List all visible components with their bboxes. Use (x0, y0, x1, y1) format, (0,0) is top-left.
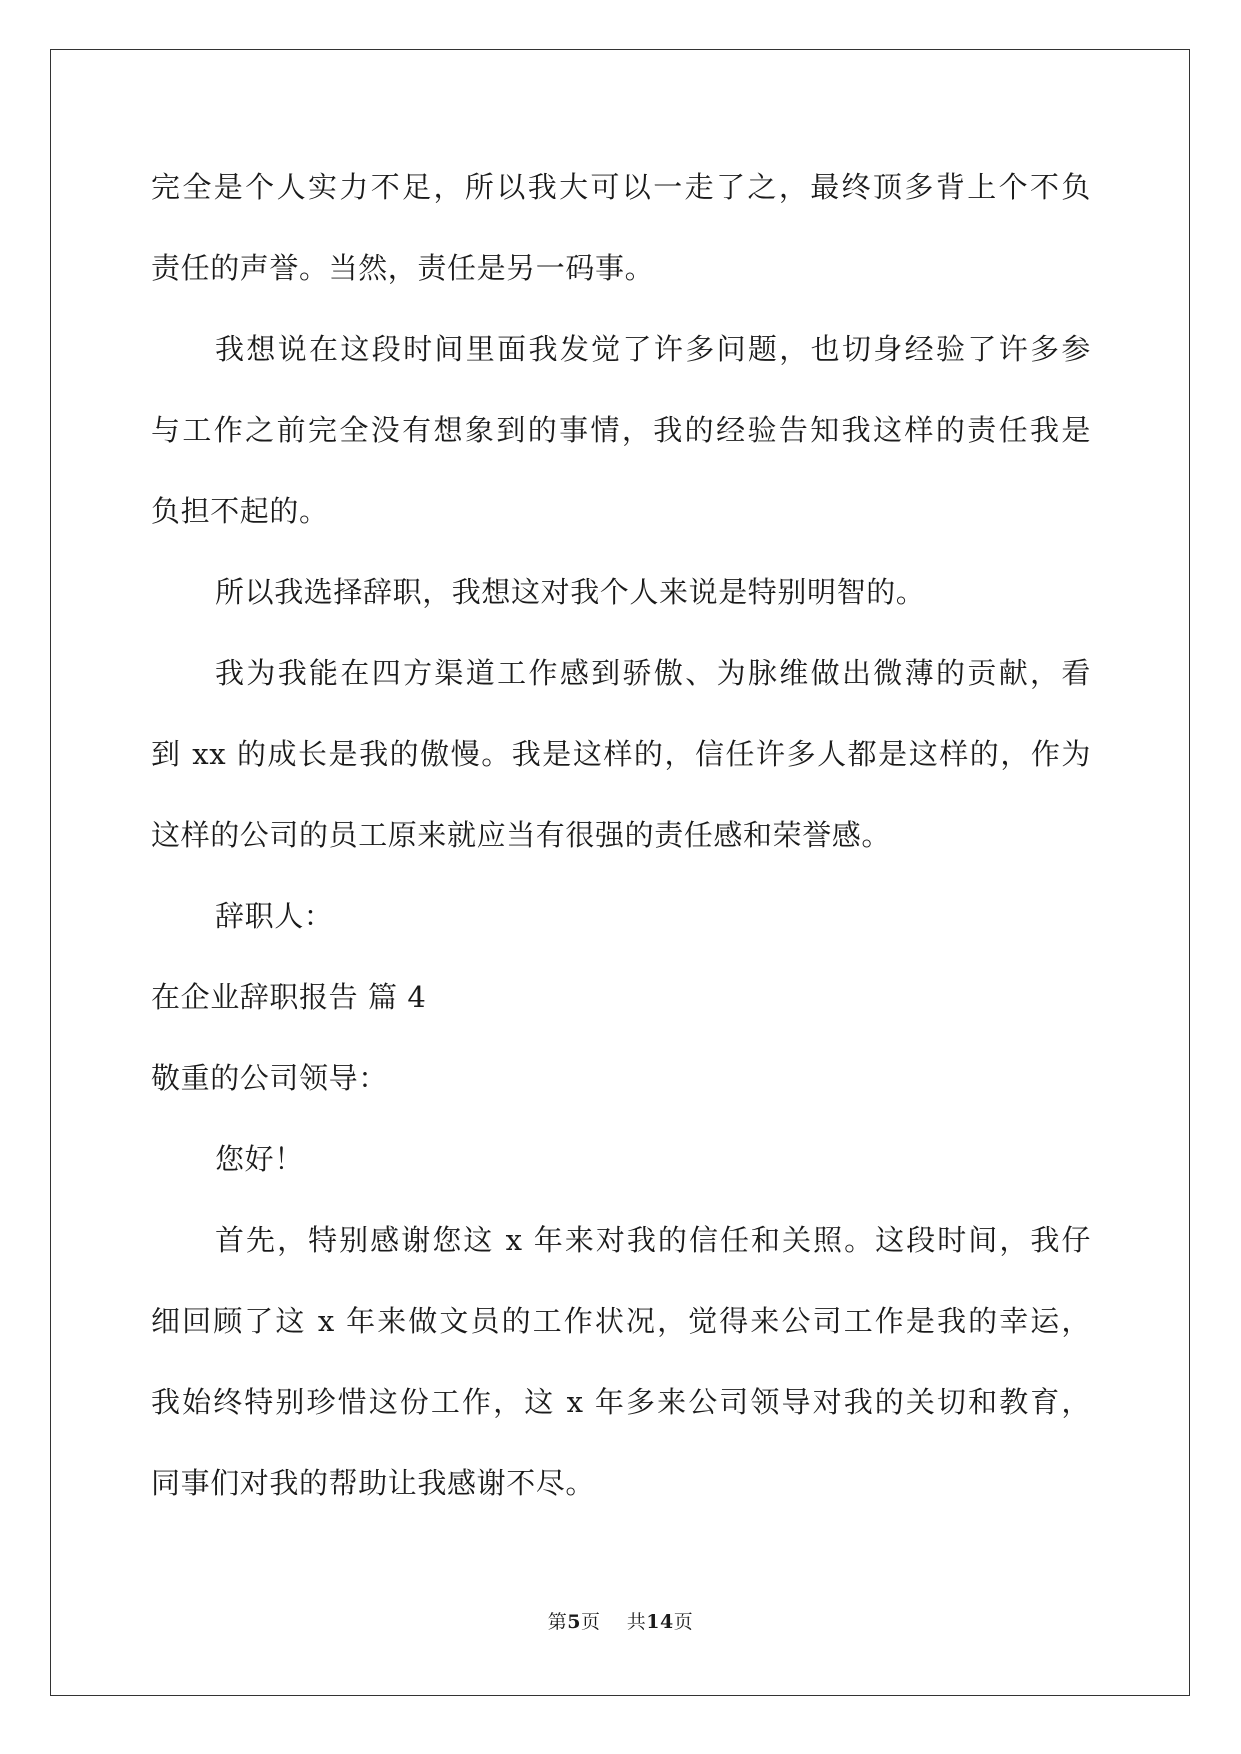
paragraph-line: 责任的声誉。当然，责任是另一码事。 (151, 251, 655, 285)
paragraph-line: 这样的公司的员工原来就应当有很强的责任感和荣誉感。 (151, 818, 892, 852)
paragraph-line: 同事们对我的帮助让我感谢不尽。 (151, 1466, 596, 1500)
paragraph-line: 我想说在这段时间里面我发觉了许多问题，也切身经验了许多参 (215, 332, 1091, 366)
greeting: 您好！ (215, 1142, 304, 1176)
paragraph-line: 我为我能在四方渠道工作感到骄傲、为脉维做出微薄的贡献，看 (215, 656, 1091, 690)
page-footer (0, 1607, 1241, 1637)
total-pages: 14 (646, 1611, 674, 1633)
paragraph-line: 负担不起的。 (151, 494, 329, 528)
signature-label: 辞职人： (215, 899, 334, 933)
footer-total-prefix: 共 (626, 1611, 647, 1633)
paragraph-line: 首先，特别感谢您这 x 年来对我的信任和关照。这段时间，我仔 (215, 1223, 1091, 1257)
section-heading: 在企业辞职报告 篇 4 (151, 980, 427, 1014)
footer-prefix: 第 (547, 1611, 568, 1633)
paragraph-line: 细回顾了这 x 年来做文员的工作状况，觉得来公司工作是我的幸运， (151, 1304, 1091, 1338)
paragraph-line: 到 xx 的成长是我的傲慢。我是这样的，信任许多人都是这样的，作为 (151, 737, 1091, 771)
document-body (151, 159, 1091, 1536)
paragraph-line: 我始终特别珍惜这份工作，这 x 年多来公司领导对我的关切和教育， (151, 1385, 1091, 1419)
paragraph-line: 与工作之前完全没有想象到的事情，我的经验告知我这样的责任我是 (151, 413, 1091, 447)
current-page-number: 5 (567, 1611, 582, 1633)
paragraph-line: 完全是个人实力不足，所以我大可以一走了之，最终顶多背上个不负 (151, 170, 1091, 204)
footer-total-suffix: 页 (673, 1611, 694, 1633)
paragraph-line: 所以我选择辞职，我想这对我个人来说是特别明智的。 (215, 575, 926, 609)
salutation: 敬重的公司领导： (151, 1061, 388, 1095)
footer-page-suffix: 页 (581, 1611, 601, 1633)
